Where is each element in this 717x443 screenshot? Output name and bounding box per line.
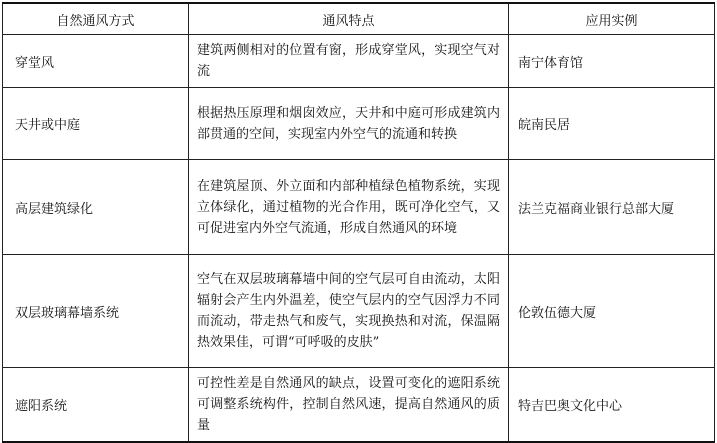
method-cell: 穿堂风 (3, 35, 189, 88)
features-cell: 根据热压原理和烟囱效应，天井和中庭可形成建筑内部贯通的空间，实现室内外空气的流通和转换 (189, 88, 509, 160)
header-row (3, 3, 715, 35)
header-example: 应用实例 (509, 3, 715, 35)
method-cell: 高层建筑绿化 (3, 160, 189, 255)
method-cell: 遮阳系统 (3, 368, 189, 443)
example-cell: 伦敦伍德大厦 (509, 255, 715, 368)
method-cell: 双层玻璃幕墙系统 (3, 255, 189, 368)
header-method: 自然通风方式 (3, 3, 189, 35)
table-row (3, 368, 715, 443)
table-body (3, 35, 715, 443)
header-features: 通风特点 (189, 3, 509, 35)
table-row (3, 160, 715, 255)
features-cell: 建筑两侧相对的位置有窗，形成穿堂风，实现空气对流 (189, 35, 509, 88)
table-row (3, 255, 715, 368)
example-cell: 南宁体育馆 (509, 35, 715, 88)
ventilation-table (2, 2, 715, 443)
features-cell: 在建筑屋顶、外立面和内部种植绿色植物系统，实现立体绿化，通过植物的光合作用，既可净化空气，又可促进室内外空气流通，形成自然通风的环境 (189, 160, 509, 255)
example-cell: 皖南民居 (509, 88, 715, 160)
table-row (3, 88, 715, 160)
table-header (3, 3, 715, 35)
example-cell: 特吉巴奥文化中心 (509, 368, 715, 443)
features-cell: 可控性差是自然通风的缺点，设置可变化的遮阳系统可调整系统构件，控制自然风速，提高自然通风的质量 (189, 368, 509, 443)
method-cell: 天井或中庭 (3, 88, 189, 160)
example-cell: 法兰克福商业银行总部大厦 (509, 160, 715, 255)
features-cell: 空气在双层玻璃幕墙中间的空气层可自由流动，太阳辐射会产生内外温差，使空气层内的空气因浮力不同而流动，带走热气和废气，实现换热和对流，保温隔热效果佳，可谓“可呼吸的皮肤” (189, 255, 509, 368)
table-row (3, 35, 715, 88)
